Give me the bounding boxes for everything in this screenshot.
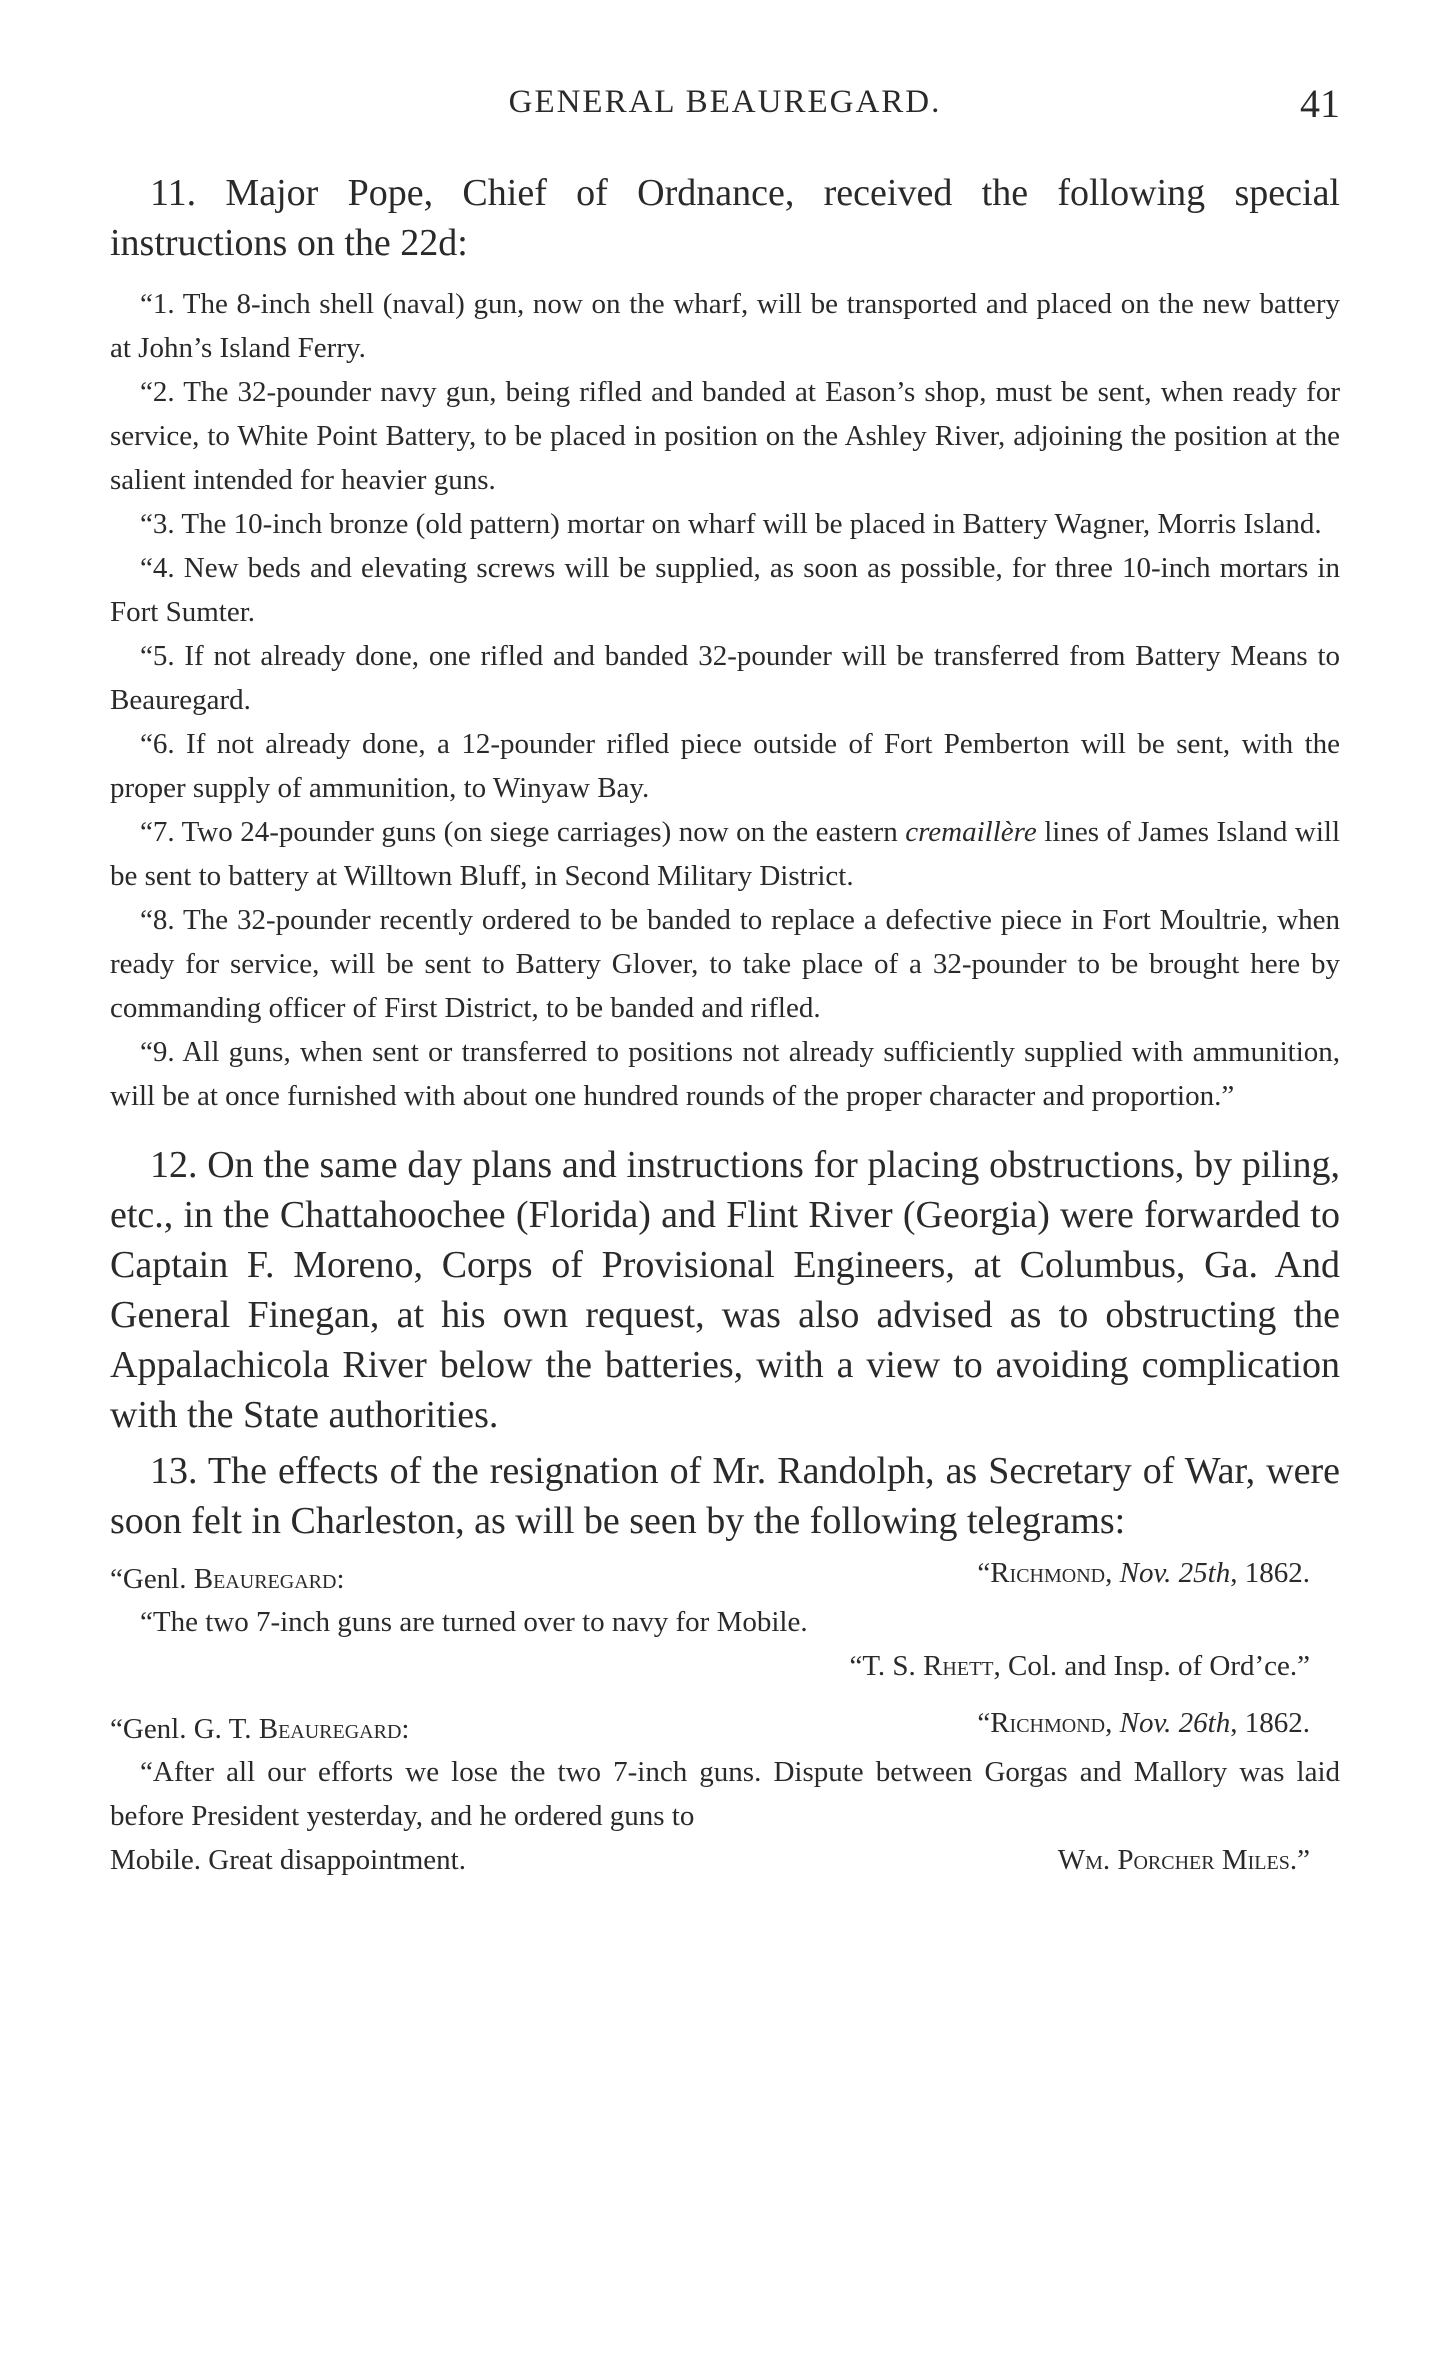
telegram-1-to-suffix: :: [336, 1563, 345, 1595]
telegram-1-from-date: Nov. 25th: [1119, 1557, 1231, 1589]
telegram-2-from-prefix: “: [977, 1707, 991, 1739]
telegram-2-to-suffix: :: [401, 1713, 410, 1745]
telegram-2-signature: [1058, 1838, 1310, 1882]
telegram-1-sig-suffix: , Col. and Insp. of Ord’ce.”: [993, 1650, 1310, 1682]
instruction-item-9: “9. All guns, when sent or transferred to positions not already sufficiently supplied with ammunition, will be at once furnished with about one hundred rounds of the proper character and proportion.”: [110, 1036, 1340, 1112]
telegram-1-sig-prefix: “T. S.: [849, 1650, 924, 1682]
instruction-item-6: “6. If not already done, a 12-pounder rifled piece outside of Fort Pemberton will be sent, with the proper supply of ammunition, to Winyaw Bay.: [110, 728, 1340, 804]
telegram-2-to-name: Beauregard: [258, 1713, 402, 1745]
paragraph-11-intro: 11. Major Pope, Chief of Ordnance, received the following special instructions on the 22d:: [110, 172, 1340, 264]
telegram-1-origin: “Richmond, Nov. 25th, 1862.: [977, 1557, 1310, 1589]
telegram-1-body: “The two 7-inch guns are turned over to navy for Mobile.: [140, 1606, 808, 1638]
instruction-item-8: “8. The 32-pounder recently ordered to be banded to replace a defective piece in Fort Moultrie, when ready for service, will be sent to Battery Glover, to take place of a 32-pounder to be brought here by commanding officer of First District, to be banded and rifled.: [110, 904, 1340, 1024]
telegram-1-header: [110, 1552, 1340, 1600]
telegram-2-sig-prefix: Wm.: [1057, 1844, 1118, 1876]
telegram-2-body-end: Mobile. Great disappointment.: [110, 1844, 466, 1876]
instruction-item-3: “3. The 10-inch bronze (old pattern) mortar on wharf will be placed in Battery Wagner, Morris Island.: [140, 508, 1322, 540]
telegram-1-addressee: [110, 1563, 345, 1596]
telegram-1-from-prefix: “: [977, 1557, 991, 1589]
instruction-item-4: “4. New beds and elevating screws will be supplied, as soon as possible, for three 10-inch mortars in Fort Sumter.: [110, 552, 1340, 628]
instruction-item-1: “1. The 8-inch shell (naval) gun, now on the wharf, will be transported and placed on the new battery at John’s Island Ferry.: [110, 288, 1340, 364]
telegram-2-from-place: Richmond: [990, 1707, 1106, 1739]
telegram-1-to-name: Beauregard: [193, 1563, 337, 1595]
instruction-item-7-after: lines of James Island will be sent to battery at Willtown Bluff, in Second Military District.: [110, 816, 1341, 892]
instruction-item-7: [110, 810, 1340, 898]
telegram-2-from-year: , 1862.: [1230, 1707, 1310, 1739]
telegram-2-closing-line: [110, 1838, 1340, 1882]
telegram-1-from-year: , 1862.: [1230, 1557, 1310, 1589]
instruction-item-5: “5. If not already done, one rifled and banded 32-pounder will be transferred from Battery Means to Beauregard.: [110, 640, 1340, 716]
book-page: [110, 0, 1340, 2366]
telegram-2-sig-suffix: .”: [1289, 1844, 1310, 1876]
instruction-item-7-italic: cremaillère: [905, 816, 1037, 848]
telegram-1-to-prefix: “Genl.: [110, 1563, 194, 1595]
telegram-2-header: [110, 1702, 1340, 1750]
telegram-1-sig-name: Rhett: [923, 1650, 994, 1682]
running-head: [110, 80, 1340, 130]
telegram-2-to-prefix: “Genl. G. T.: [110, 1713, 259, 1745]
telegram-2-origin: “Richmond, Nov. 26th, 1862.: [977, 1707, 1310, 1739]
instruction-item-7-before: “7. Two 24-pounder guns (on siege carriages) now on the eastern: [140, 816, 906, 848]
running-title: GENERAL BEAUREGARD.: [508, 84, 942, 120]
telegram-1-signature: [110, 1644, 1340, 1688]
telegram-2-addressee: [110, 1713, 409, 1746]
telegram-2-body: “After all our efforts we lose the two 7-inch guns. Dispute between Gorgas and Mallory was laid before President yesterday, and he ordered guns to: [110, 1756, 1340, 1832]
telegram-2-from-date: Nov. 26th: [1119, 1707, 1231, 1739]
instruction-item-2: “2. The 32-pounder navy gun, being rifled and banded at Eason’s shop, must be sent, when ready for service, to White Point Battery, to be placed in position on the Ashley River, adjoining the position at the salient intended for heavier guns.: [110, 376, 1340, 496]
page-number: 41: [1300, 81, 1340, 126]
page-content: [110, 168, 1340, 1882]
telegram-1-from-place: Richmond: [990, 1557, 1106, 1589]
telegram-2-sig-name: Porcher Miles: [1117, 1844, 1290, 1876]
paragraph-12: 12. On the same day plans and instructions for placing obstructions, by piling, etc., in the Chattahoochee (Florida) and Flint River (Georgia) were forwarded to Captain F. Moreno, Corps of Provisional Engineers, at Columbus, Ga. And General Finegan, at his own request, was also advised as to obstructing the Appalachicola River below the batteries, with a view to avoiding complication with the State authorities.: [110, 1144, 1340, 1436]
paragraph-13: 13. The effects of the resignation of Mr. Randolph, as Secretary of War, were soon felt in Charleston, as will be seen by the following telegrams:: [110, 1450, 1340, 1542]
